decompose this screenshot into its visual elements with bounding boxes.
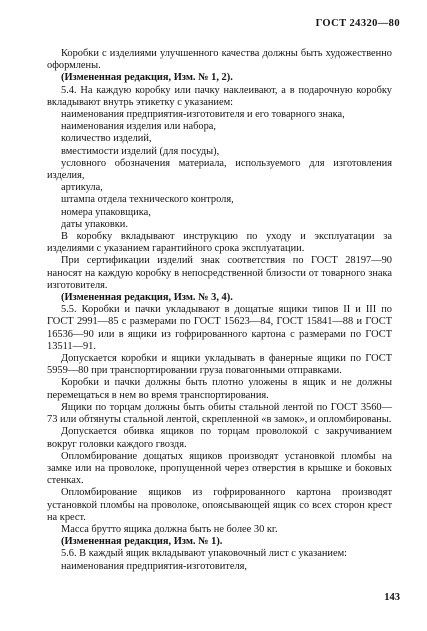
paragraph: Опломбирование ящиков из гофрированного картона производят установкой пломбы на проволоке, опоясывающей ящик со всех сторон крест на крест. xyxy=(47,487,392,523)
paragraph: номера упаковщика, xyxy=(61,206,151,218)
paragraph: Коробки с изделиями улучшенного качества должны быть художественно оформлены. xyxy=(47,48,392,72)
paragraph: Допускается коробки и ящики укладывать в фанерные ящики по ГОСТ 5959—80 при транспортировании груза повагонными отправками. xyxy=(47,353,392,377)
paragraph: условного обозначения материала, используемого для изготовления изделия, xyxy=(47,157,392,182)
paragraph: 5.5. Коробки и пачки укладывают в дощатые ящики типов II и III по ГОСТ 2991—85 с размерами по ГОСТ 15623—84, ГОСТ 15841—88 и ГОСТ 16536—90 или в ящики из гофрированного картона с размерами по ГОСТ 13511—91. xyxy=(47,304,392,352)
paragraph: наименования предприятия-изготовителя, xyxy=(61,560,248,572)
paragraph: наименования предприятия-изготовителя и его товарного знака, xyxy=(61,109,345,121)
paragraph: 5.4. На каждую коробку или пачку наклеивают, а в подарочную коробку вкладывают внутрь этикетку с указанием: xyxy=(47,84,392,108)
paragraph: 5.6. В каждый ящик вкладывают упаковочный лист с указанием: xyxy=(61,548,348,560)
paragraph: Коробки и пачки должны быть плотно уложены в ящик и не должны перемещаться в нем во время транспортирования. xyxy=(47,377,392,401)
paragraph: Масса брутто ящика должна быть не более 30 кг. xyxy=(61,523,278,535)
paragraph: артикула, xyxy=(61,182,103,194)
document-body xyxy=(47,48,392,573)
paragraph: В коробку вкладывают инструкцию по уходу и эксплуатации за изделиями с указанием гарантийного срока эксплуатации. xyxy=(47,231,392,255)
paragraph: даты упаковки. xyxy=(61,218,128,230)
paragraph: наименования изделия или набора, xyxy=(61,121,217,133)
amendment-note: (Измененная редакция, Изм. № 1). xyxy=(61,536,223,548)
paragraph: При сертификации изделий знак соответствия по ГОСТ 28197—90 наносят на каждую коробку в непосредственной близости от товарного знака изготовителя. xyxy=(47,255,392,291)
paragraph: Ящики по торцам должны быть обиты стальной лентой по ГОСТ 3560—73 или обтянуты стальной лентой, скрепленной «в замок», и опломбированы. xyxy=(47,401,392,426)
paragraph: вместимости изделий (для посуды), xyxy=(61,145,220,157)
amendment-note: (Измененная редакция, Изм. № 3, 4). xyxy=(61,292,233,304)
standard-header: ГОСТ 24320—80 xyxy=(315,18,400,29)
paragraph: Допускается обивка ящиков по торцам проволокой с закручиванием вокруг головки каждого гвоздя. xyxy=(47,426,392,450)
paragraph: штампа отдела технического контроля, xyxy=(61,194,234,206)
amendment-note: (Измененная редакция, Изм. № 1, 2). xyxy=(61,72,233,84)
paragraph: количество изделий, xyxy=(61,133,152,145)
page-number: 143 xyxy=(384,592,400,603)
paragraph: Опломбирование дощатых ящиков производят установкой пломбы на замке или на проволоке, пропущенной через отверстия в крышке и боковых стенках. xyxy=(47,450,392,487)
